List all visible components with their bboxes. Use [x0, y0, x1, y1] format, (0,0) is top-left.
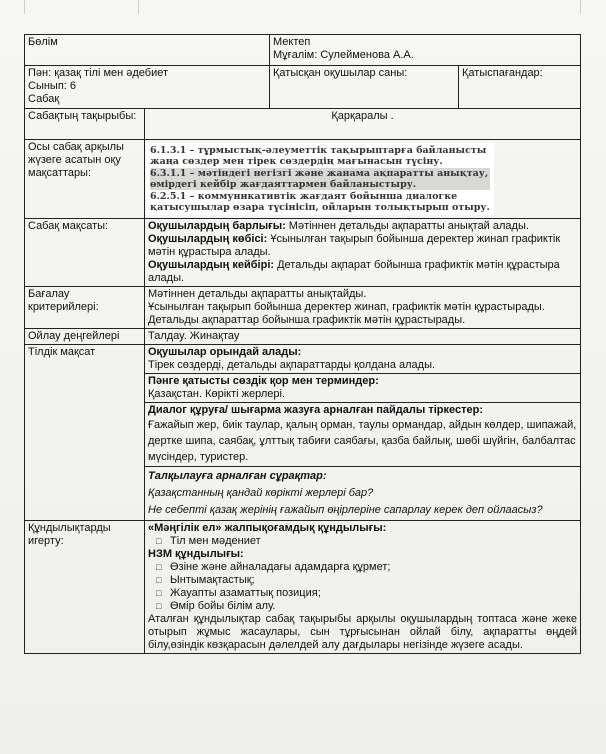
questions-block: [145, 466, 580, 520]
objective-item: 6.3.1.1 – мәтіндегі негізгі және жанама ақпаратты анықтау, өмірдегі кейбір жағдаяттармен байланыстыру.: [150, 168, 489, 190]
phrases-heading: Диалог құруға/ шығарма жазуға арналған пайдалы тіркестер:: [148, 404, 483, 416]
objectives-cell: [145, 140, 581, 219]
objectives-row: [25, 140, 581, 219]
thinking-cell: [145, 329, 581, 345]
lesson-label: Сабақ: [28, 93, 60, 105]
language-goal-row: [25, 345, 581, 521]
questions-heading: Талқылауға арналған сұрақтар:: [148, 470, 327, 482]
assessment-line: Детальды ақпараттар бойынша графиктік мәтін құрастырады.: [148, 314, 466, 326]
values-cell: [145, 521, 581, 654]
vocab-text: Қазақстан. Көрікті жерлері.: [148, 388, 286, 400]
goal-some-bold: Оқушылардың кейбірі:: [148, 259, 275, 271]
assessment-line: Мәтіннен детальды ақпаратты анықтайды.: [148, 288, 367, 300]
teacher-name: Мұғалім: Сулейменова А.А.: [273, 49, 414, 61]
assessment-label-cell: [25, 287, 145, 329]
language-cell: [145, 345, 581, 521]
lesson-plan-table: [24, 34, 581, 654]
objectives-image: [146, 143, 494, 215]
lesson-goals-row: [25, 219, 581, 287]
nzm-item: □ Өмір бойы білім алу.: [148, 600, 577, 613]
thinking-label: Ойлау деңгейлері: [28, 330, 120, 342]
section-cell: [25, 35, 270, 66]
assessment-row: [25, 287, 581, 329]
goals-cell: [145, 219, 581, 287]
nzm-item: □ Жауапты азаматтық позиция;: [148, 587, 577, 600]
values-label-cell: [25, 521, 145, 654]
thinking-row: [25, 329, 581, 345]
topic-value-cell: [145, 109, 581, 140]
objectives-label: Осы сабақ арқылы жүзеге асатын оқу мақсаттары:: [28, 141, 124, 179]
subject-cell: [25, 66, 270, 109]
objectives-label-cell: [25, 140, 145, 219]
values-summary: Аталған құндылықтар сабақ тақырыбы арқылы оқушылардың топтаса және жеке отырып жұмыс жасаулары, сын тұрғысынан ойлай білу, ақпаратты өңдей білу,өзіндік көзқарасын дәлелдей алу дағдылары негізінде жүзеге асады.: [148, 613, 578, 651]
goal-some: [148, 259, 577, 285]
objective-item: 6.1.3.1 – тұрмыстық-әлеуметтік тақырыптарға байланысты жаңа сөздер мен тірек сөздердің мағынасын түсіну.: [150, 145, 487, 167]
eternal-item: □ Тіл мен мәдениет: [148, 535, 577, 548]
school-cell: [270, 35, 581, 66]
goal-most-bold: Оқушылардың көбісі:: [148, 233, 268, 245]
assessment-cell: [145, 287, 581, 329]
phrases-text: Ғажайып жер, биік таулар, қалың орман, таулы ормандар, айдын көлдер, шипажай, дертке шипа, саябақ, ұлттық табиғи саябағы, қазба байлық, шөбі шүйгін, балбалтас мүсіндер, туристер.: [148, 419, 577, 463]
goals-label-cell: [25, 219, 145, 287]
goal-all-text: Мәтіннен детальды ақпаратты анықтай алады.: [285, 220, 529, 232]
attended-cell: [270, 66, 459, 109]
topic-label-cell: [25, 109, 145, 140]
language-label-cell: [25, 345, 145, 521]
subject-label: [28, 67, 266, 80]
topic-value: Қарқаралы .: [331, 110, 394, 122]
section-label: Бөлім: [28, 36, 58, 48]
goal-all-bold: Оқушылардың барлығы:: [148, 220, 286, 232]
eternal-heading: «Мәңгілік ел» жалпықоғамдық құндылығы:: [148, 522, 387, 534]
thinking-label-cell: [25, 329, 145, 345]
goal-most-text: Ұсынылған тақырып бойынша деректер жинап графиктік мәтін құрастыра алады.: [148, 233, 561, 258]
assessment-label: Бағалау критерийлері:: [28, 288, 99, 313]
question-item: Не себепті қазақ жерінің ғажайып өңірлеріне сапарлау керек деп ойлаасыз?: [148, 504, 543, 516]
goals-label: Сабақ мақсаты:: [28, 220, 109, 232]
thinking-value: Талдау. Жинақтау: [148, 330, 240, 342]
values-label: Құндылықтарды игерту:: [28, 522, 111, 547]
grade-label: Сынып: 6: [28, 80, 77, 92]
question-item: Қазақстанның қандай көрікті жерлері бар?: [148, 487, 374, 499]
objective-item: 6.2.5.1 – коммуникативтік жағдаят бойынша диалогке қатысушылар өзара түсінісіп, ойларын толықтырып отыру.: [150, 191, 490, 213]
nzm-item: □ Өзіне және айналадағы адамдарға құрмет;: [148, 561, 577, 574]
language-label: Тілдік мақсат: [28, 346, 96, 358]
header-row-2: [25, 66, 581, 109]
goal-all: [148, 220, 577, 233]
values-row: [25, 521, 581, 654]
attended-label: Қатысқан оқушылар саны:: [273, 67, 408, 79]
vocab-block: [145, 373, 580, 401]
school-label: Мектеп: [273, 36, 311, 48]
assessment-line: Ұсынылған тақырып бойынша деректер жинап, графиктік мәтін құрастырады.: [148, 301, 545, 313]
header-row-1: [25, 35, 581, 66]
nzm-heading: НЗМ құндылығы:: [148, 548, 244, 560]
nzm-item: □ Ынтымақтастық;: [148, 574, 577, 587]
absent-cell: [459, 66, 581, 109]
can-text: Тірек сөздерді, детальды ақпараттарды қолдана алады.: [148, 359, 436, 371]
topic-label: Сабақтың тақырыбы:: [28, 110, 137, 122]
vocab-heading: Пәнге қатысты сөздік қор мен терминдер:: [148, 375, 379, 387]
phrases-block: [145, 402, 580, 465]
can-heading: Оқушылар орындай алады:: [148, 346, 302, 358]
subject-text: Пән: қазақ тілі мен әдебиет: [28, 67, 169, 79]
goal-most: [148, 233, 577, 259]
topic-row: [25, 109, 581, 140]
previous-page-edge: [0, 0, 606, 18]
absent-label: Қатыспағандар:: [462, 67, 543, 79]
goal-some-text: Детальды ақпарат бойынша графиктік мәтін құрастыра алады.: [148, 259, 560, 284]
